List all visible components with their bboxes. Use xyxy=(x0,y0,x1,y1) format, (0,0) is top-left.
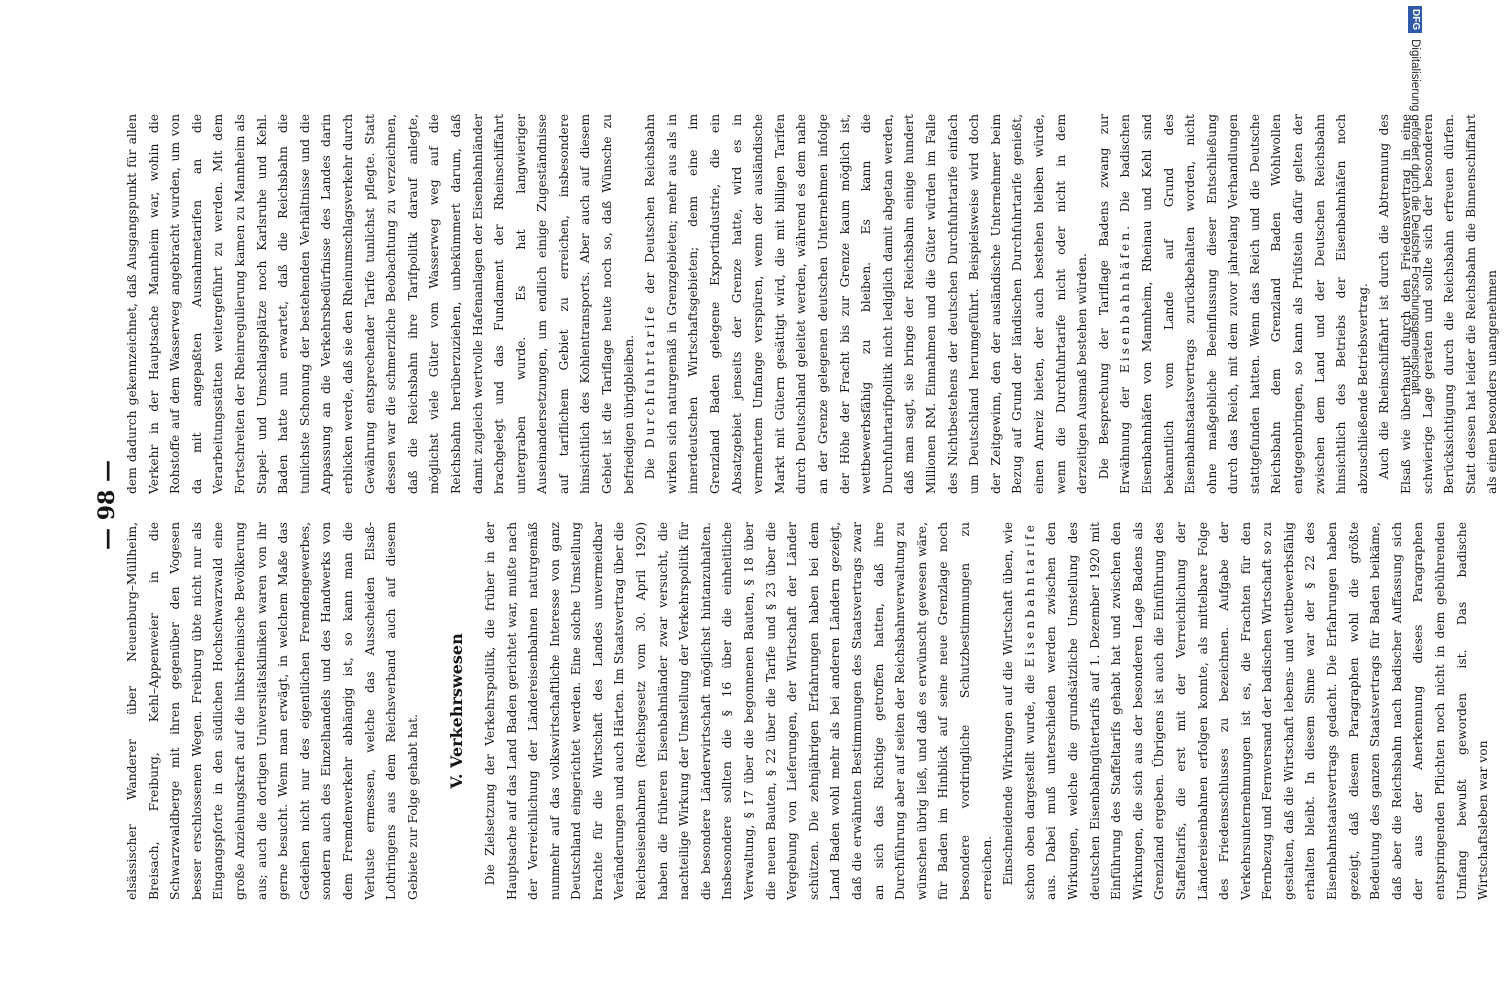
spaced-term: Eisenbahntarife xyxy=(1022,522,1037,668)
dfg-logo: DFG xyxy=(1408,6,1422,33)
text-run: Die xyxy=(643,458,658,480)
sidebar-credit-text: Digitalisierung gefördert durch die Deutsche Forschungsgemeinschaft xyxy=(1409,39,1421,395)
text-run: Die badischen Eisenbahnhäfen von Mannheim, Rheinau und Kehl sind bekanntlich vom Lande auf Grund des Eisenbahnstaatsvertrags zurückbehalten worden, nicht ohne maßgebliche Beeinflussung dieser Entschließung durch das Reich, mit dem zuvor jahrelang Verhandlungen stattgefunden hatten. Wenn das Reich und die Deutsche Reichsbahn dem Grenzland Baden Wohlwollen entgegenbringen, so kann als Prüfstein dafür gelten der zwischen dem Land und der Deutschen Reichsbahn hinsichtlich des Betriebs der Eisenbahnhäfen noch abzuschließende Betriebsvertrag. xyxy=(1118,114,1370,494)
paragraph-eisenbahnhaefen: Die Besprechung der Tariflage Badens zwang zur Erwähnung der Eisenbahnhäfen. Die badischen Eisenbahnhäfen von Mannheim, Rheinau und Kehl sind bekanntlich vom Lande auf Grund des Eisenbahnstaatsvertrags zurückbehalten worden, nicht ohne maßgebliche Beeinflussung dieser Entschließung durch das Reich, mit dem zuvor jahrelang Verhandlungen stattgefunden hatten. Wenn das Reich und die Deutsche Reichsbahn dem Grenzland Baden Wohlwollen entgegenbringen, so kann als Prüfstein dafür gelten der zwischen dem Land und der Deutschen Reichsbahn hinsichtlich des Betriebs der Eisenbahnhäfen noch abzuschließende Betriebsvertrag. xyxy=(1096,114,1370,494)
text-run: der Deutschen Reichsbahn wirken sich naturgemäß in Grenzgebieten; mehr aus als in innerdeutschen Wirtschaftsgebieten; denn eine im Grenzland Baden gelegene Exportindustrie, die ein Absatzgebiet jenseits der Grenze hatte, wird es in vermehrtem Umfange verspüren, wenn der ausländische Markt mit Gütern gesättigt wird, die mit billigen Tarifen durch Deutschland geleitet werden, während es dem nahe an der Grenze gelegenen deutschen Unternehmen infolge der Höhe der Fracht bis zur Grenze kaum möglich ist, wettbewerbsfähig zu bleiben. Es kann die Durchfuhrtarifpolitik nicht lediglich damit abgetan werden, daß man sagt, sie bringe der Reichsbahn einige hundert Millionen RM. Einnahmen und die Güter würden im Falle des Nichtbestehens der deutschen Durchfuhrtarife einfach um Deutschland herumgeführt. Beispielsweise wird doch der Zeitgewinn, den der ausländische Unternehmer beim Bezug auf Grund der ländischen Durchfuhrtarife genießt, einen Anreiz bieten, der auch bestehen bleiben würde, wenn die Durchfuhrtarife nicht oder nicht in dem derzeitigen Ausmaß bestehen würden. xyxy=(643,114,1090,494)
paragraph-mannheim: dem dadurch gekennzeichnet, daß Ausgangspunkt für allen Verkehr in der Hauptsache Mannheim war, wohin die Rohstoffe auf dem Wasserweg angebracht wurden, um von da mit angepaßten Ausnahmetarifen an die Verarbeitungsstätten weitergeführt zu werden. Mit dem Fortschreiten der Rheinregulierung kamen zu Mannheim als Stapel- und Umschlagsplätze noch Karlsruhe und Kehl. Baden hatte nun erwartet, daß die Reichsbahn die tunlichste Schonung der bestehenden Verhältnisse und die Anpassung an die Verkehrsbedürfnisse des Landes darin erblicken werde, daß sie den Rheinumschlagsverkehr durch Gewährung entsprechender Tarife tunlichst pflegte. Statt dessen war die schmerzliche Beobachtung zu verzeichnen, daß die Reichsbahn ihre Tarifpolitik darauf anlegte, möglichst viele Güter vom Wasserweg weg auf die Reichsbahn herüberzuziehen, unbekümmert darum, daß damit zugleich wertvolle Hafenanlagen der Eisenbahnländer brachgelegt und das Fundament der Rheinschiffahrt untergraben wurde. Es hat langwieriger Auseinandersetzungen, um endlich einige Zugeständnisse auf tariflichem Gebiet zu erreichen, insbesondere hinsichtlich des Kohlentransports. Aber auch auf diesem Gebiet ist die Tariflage heute noch so, daß Wünsche zu befriedigen übrigbleiben. xyxy=(125,114,636,494)
spaced-term: Durchfuhrtarife xyxy=(643,303,658,449)
paragraph-fremdenverkehr: elsässischer Wanderer über Neuenburg–Müllheim, Breisach, Freiburg, Kehl–Appenweier in die Schwarzwaldberge mit ihren gegenüber den Vogesen besser erschlossenen Wegen. Freiburg übte nicht nur als Eingangspforte in den südlichen Hochschwarzwald eine große Anziehungskraft auf die linksrheinische Bevölkerung aus; auch die dortigen Universitätskliniken waren von ihr gerne besucht. Wenn man erwägt, in welchem Maße das Gedeihen nicht nur des eigentlichen Fremdengewerbes, sondern auch des Einzelhandels und des Handwerks von dem Fremdenverkehr abhängig ist, so kann man die Verluste ermessen, welche das Ausscheiden Elsaß-Lothringens aus dem Reichsverband auch auf diesem Gebiete zur Folge gehabt hat. xyxy=(125,522,420,900)
digitization-sidebar xyxy=(1402,6,1428,994)
text-run: Einschneidende Wirkungen auf die Wirtschaft üben, wie schon oben dargestellt wurde, die xyxy=(1001,522,1037,900)
sidebar-credit xyxy=(1402,6,1428,994)
left-column xyxy=(122,522,1491,900)
page-number: — 98 — xyxy=(94,460,120,550)
section-heading: V. Verkehrswesen xyxy=(447,633,467,789)
text-run: Die Besprechung der Tariflage Badens zwang zur Erwähnung der xyxy=(1096,114,1133,494)
spaced-term: Eisenbahnhäfen xyxy=(1118,229,1133,374)
text-run: aus. Dabei muß unterschieden werden zwischen den Wirkungen, welche die grundsätzliche Umstellung des deutschen Eisenbahngütertarifs auf 1. Dezember 1920 mit Einführung des Staffeltarifs gehabt hat und zwischen den Wirkungen, die sich aus der besonderen Lage Badens als Grenzland ergeben. Übrigens ist auch die Einführung des Staffeltarifs, die erst mit der Verreichlichung der Ländereisenbahnen erfolgen konnte, als mittelbare Folge des Friedensschlusses zu bezeichnen. Aufgabe der Verkehrsunternehmungen ist es, die Frachten für den Fernbezug und Fernversand der badischen Wirtschaft so zu gestalten, daß die Wirtschaft lebens- und wettbewerbsfähig erhalten bleibt. In diesem Sinne war der § 22 des Eisenbahnstaatsvertrags gedacht. Die Erfahrungen haben gezeigt, daß diesem Paragraphen wohl die größte Bedeutung des ganzen Staatsvertrags für Baden beikäme, daß aber die Reichsbahn nach badischer Auffassung sich der aus der Anerkennung dieses Paragraphen entspringenden Pflichten noch nicht in dem gebührenden Umfang bewußt geworden ist. Das badische Wirtschaftsleben war von xyxy=(1044,522,1491,900)
paragraph-rheinschiffahrt: Auch die Rheinschiffahrt ist durch die Abtrennung des Elsaß wie überhaupt durch den Friedensvertrag in eine schwierige Lage geraten und sollte sich der besonderen Berücksichtigung durch die Reichsbahn erfreuen dürfen. Statt dessen hat leider die Reichsbahn die Binnenschiffahrt als einen besonders unangenehmen xyxy=(1377,114,1500,494)
paragraph-verkehrspolitik: Die Zielsetzung der Verkehrspolitik, die früher in der Hauptsache auf das Land Baden gerichtet war, mußte nach der Verreichlichung der Ländereisenbahnen naturgemäß nunmehr auf das volkswirtschaftliche Interesse von ganz Deutschland eingerichtet werden. Eine solche Umstellung brachte für die Wirtschaft des Landes unvermeidbar Veränderungen und auch Härten. Im Staatsvertrag über die Reichseisenbahnen (Reichsgesetz vom 30. April 1920) haben die früheren Eisenbahnländer zwar versucht, die nachteilige Wirkung der Umstellung der Verkehrspolitik für die besondere Länderwirtschaft möglichst hintanzuhalten. Insbesondere sollten die § 16 über die einheitliche Verwaltung, § 17 über die begonnenen Bauten, § 18 über die neuen Bauten, § 22 über die Tarife und § 23 über die Vergebung von Lieferungen, der Wirtschaft der Länder schützen. Die zehnjährigen Erfahrungen haben bei dem Land Baden wohl mehr als bei anderen Ländern gezeigt, daß die erwähnten Bestimmungen des Staatsvertrags zwar an sich das Richtige getroffen hatten, daß ihre Durchführung aber auf seiten der Reichsbahnverwaltung zu wünschen übrig ließ, und daß es erwünscht gewesen wäre, für Baden im Hinblick auf seine neue Grenzlage noch besondere vordringliche Schutzbestimmungen zu erreichen. xyxy=(482,522,994,900)
paragraph-durchfuhrtarife xyxy=(640,114,1093,494)
